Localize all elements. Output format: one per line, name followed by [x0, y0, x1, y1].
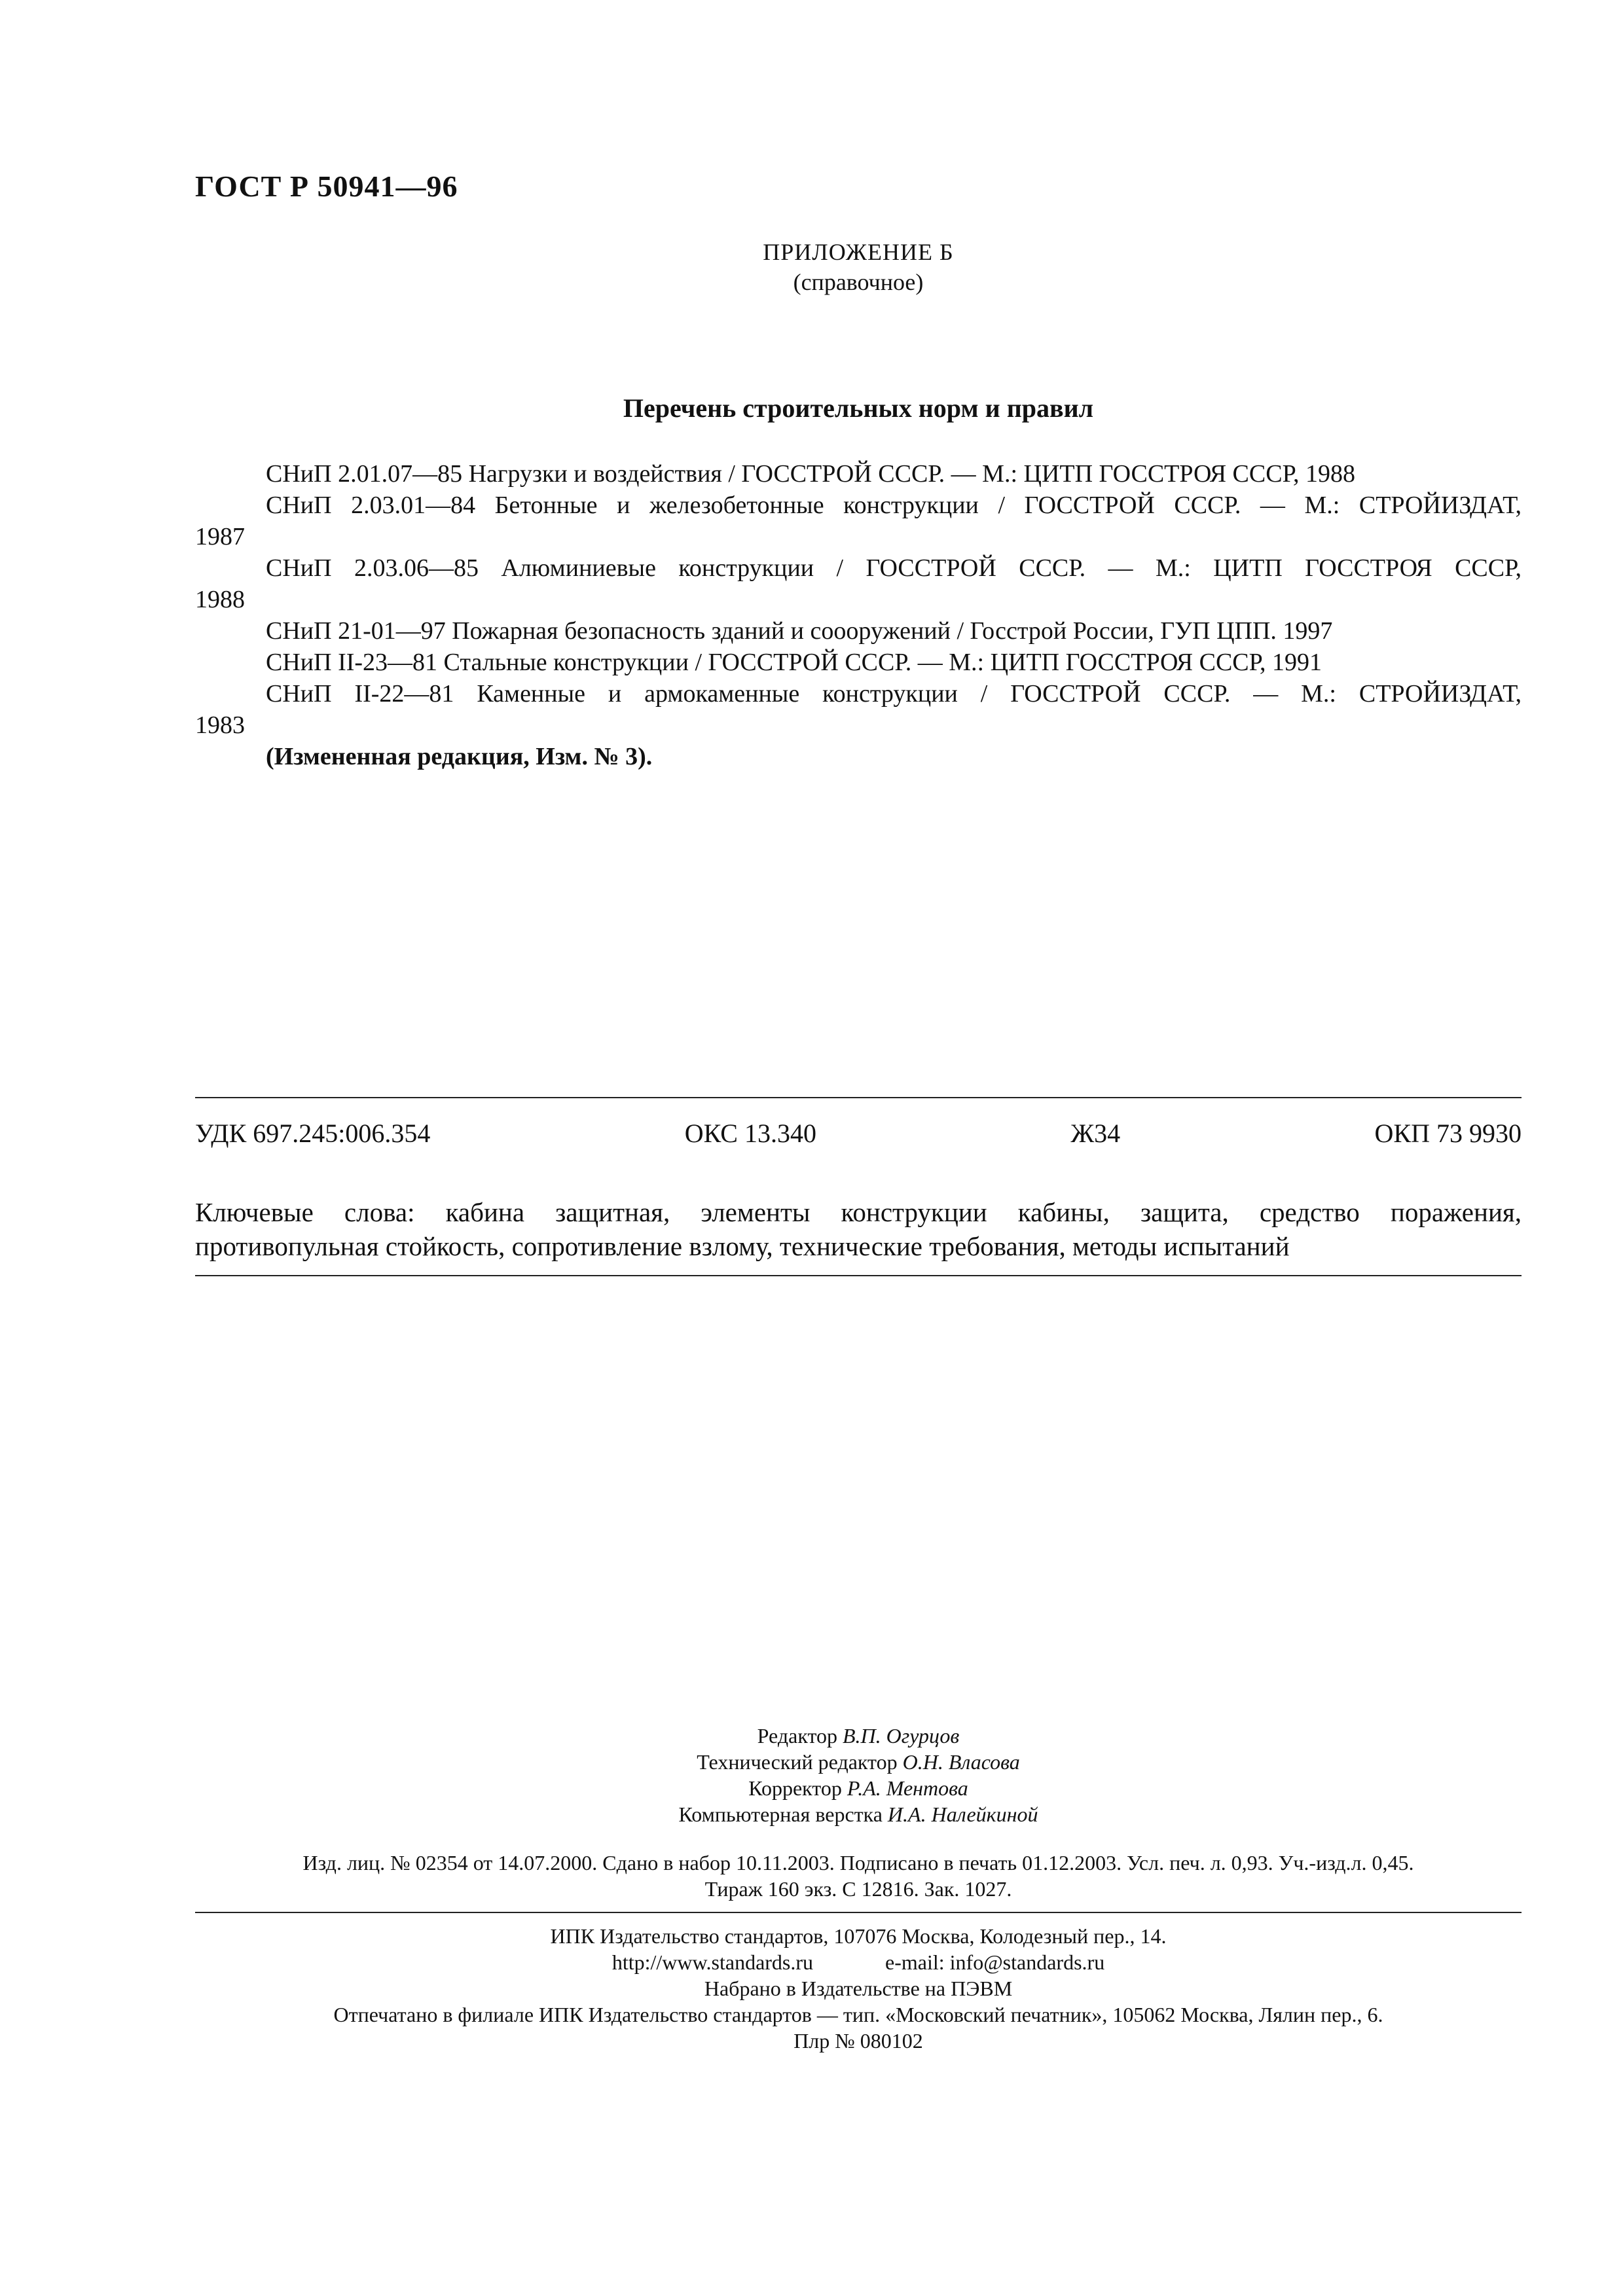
publisher-printed: Отпечатано в филиале ИПК Издательство стандартов — тип. «Московский печатник», 105062 Москва, Лялин пер., 6.	[333, 2003, 1383, 2026]
credit-layout	[195, 1801, 1522, 1827]
imprint-line: Тираж 160 экз. С 12816. Зак. 1027.	[704, 1877, 1012, 1901]
appendix-title: ПРИЛОЖЕНИЕ Б	[763, 239, 954, 265]
publisher-contacts	[612, 1949, 1104, 1975]
imprint	[195, 1850, 1522, 1902]
reference-item-continuation: 1983	[195, 711, 245, 739]
amendment-note: (Измененная редакция, Изм. № 3).	[266, 743, 653, 770]
reference-item-continuation: 1987	[195, 523, 245, 550]
divider-keywords	[195, 1275, 1522, 1276]
reference-item: СНиП II-23—81 Стальные конструкции / ГОССТРОЙ СССР. — М.: ЦИТП ГОССТРОЯ СССР, 1991	[266, 649, 1322, 676]
keywords-line: Ключевые слова: кабина защитная, элементы конструкции кабины, защита, средство поражения,	[195, 1197, 1522, 1227]
publisher-info	[195, 1923, 1522, 2054]
credit-proofreader	[195, 1775, 1522, 1801]
udk-code: УДК 697.245:006.354	[195, 1119, 431, 1148]
imprint-line: Изд. лиц. № 02354 от 14.07.2000. Сдано в набор 10.11.2003. Подписано в печать 01.12.2003. Усл. печ. л. 0,93. Уч.-изд.л. 0,45.	[302, 1851, 1414, 1874]
appendix-subtitle: (справочное)	[793, 269, 924, 295]
group-code: Ж34	[1070, 1119, 1121, 1148]
reference-item: СНиП 21-01—97 Пожарная безопасность зданий и соооружений / Госстрой России, ГУП ЦПП. 1997	[266, 617, 1333, 645]
keywords	[195, 1195, 1522, 1263]
credit-name: Р.А. Ментова	[847, 1776, 968, 1800]
reference-item: СНиП 2.03.06—85 Алюминиевые конструкции / ГОССТРОЙ СССР. — М.: ЦИТП ГОССТРОЯ СССР,	[266, 554, 1522, 582]
credits	[195, 1723, 1522, 1827]
publisher-email: e-mail: info@standards.ru	[885, 1950, 1105, 1974]
credit-name: И.А. Налейкиной	[887, 1803, 1038, 1826]
keywords-line: противопульная стойкость, сопротивление взлому, технические требования, методы испытаний	[195, 1231, 1290, 1261]
credit-name: В.П. Огурцов	[843, 1724, 960, 1748]
credit-label: Технический редактор	[697, 1750, 898, 1774]
okp-code: ОКП 73 9930	[1374, 1119, 1522, 1148]
credit-name: О.Н. Власова	[902, 1750, 1020, 1774]
credit-editor	[195, 1723, 1522, 1749]
references-list	[195, 458, 1522, 772]
publisher-address: ИПК Издательство стандартов, 107076 Москва, Колодезный пер., 14.	[550, 1924, 1167, 1948]
credit-label: Компьютерная верстка	[678, 1803, 883, 1826]
oks-code: ОКС 13.340	[684, 1119, 816, 1148]
publisher-website: http://www.standards.ru	[611, 1950, 814, 1974]
credit-label: Редактор	[757, 1724, 837, 1748]
reference-item-continuation: 1988	[195, 586, 245, 613]
publisher-typeset: Набрано в Издательстве на ПЭВМ	[704, 1977, 1013, 2000]
reference-item: СНиП 2.01.07—85 Нагрузки и воздействия / ГОССТРОЙ СССР. — М.: ЦИТП ГОССТРОЯ СССР, 1988	[266, 460, 1355, 488]
divider-top	[195, 1097, 1522, 1098]
credit-tech-editor	[195, 1749, 1522, 1775]
classification-codes	[195, 1118, 1522, 1149]
reference-item: СНиП II-22—81 Каменные и армокаменные конструкции / ГОССТРОЙ СССР. — М.: СТРОЙИЗДАТ,	[266, 680, 1522, 708]
divider-bottom	[195, 1912, 1522, 1913]
reference-item: СНиП 2.03.01—84 Бетонные и железобетонные конструкции / ГОССТРОЙ СССР. — М.: СТРОЙИЗДАТ,	[266, 492, 1522, 519]
document-code: ГОСТ Р 50941—96	[195, 170, 458, 203]
references-list-title: Перечень строительных норм и правил	[623, 393, 1094, 423]
publisher-license: Плр № 080102	[793, 2029, 923, 2053]
credit-label: Корректор	[748, 1776, 842, 1800]
